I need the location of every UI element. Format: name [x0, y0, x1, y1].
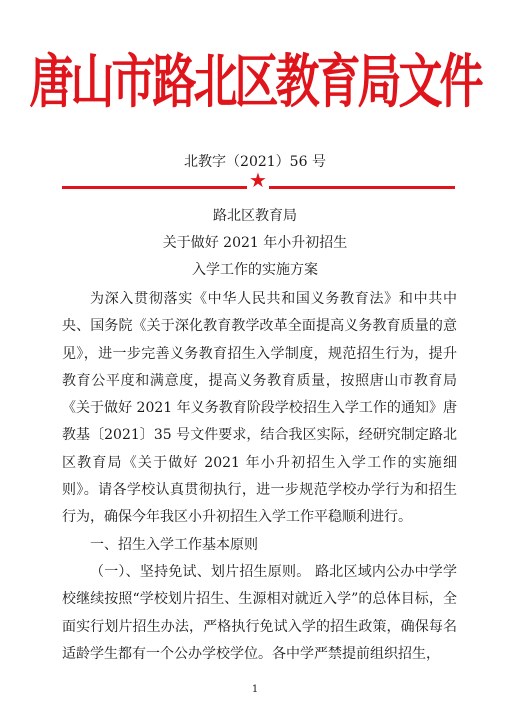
title-issuer: 路北区教育局	[213, 208, 297, 224]
header-rule-left	[62, 186, 247, 189]
page-number: 1	[251, 684, 259, 695]
title-subject-line2: 入学工作的实施方案	[192, 262, 318, 278]
document-body	[62, 286, 457, 668]
intro-paragraph: 为深入贯彻落实《中华人民共和国义务教育法》和中共中央、国务院《关于深化教育教学改革全面提高义务教育质量的意见》，进一步完善义务教育招生入学制度，规范招生行为，提升教育公平度和满意度，提高义务教育质量，按照唐山市教育局《关于做好 2021 年义务教育阶段学校招生入学工作的通知》唐教基〔2021〕35 号文件要求，结合我区实际，经研究制定路北区教育局《关于做好 2021 年小升初招生入学工作的实施细则》。请各学校认真贯彻执行，进一步规范学校办学行为和招生行为，确保今年我区小升初招生入学工作平稳顺利进行。	[62, 291, 457, 526]
section-paragraph: （一）、坚持免试、划片招生原则。 路北区域内公办中学学校继续按照“学校划片招生、生源相对就近入学”的总体目标，全面实行划片招生办法，严格执行免试入学的招生政策，确保每名适龄学生都有一个公办学校学位。各中学严禁提前组织招生，	[62, 563, 457, 662]
document-header-title: 唐山市路北区教育局文件	[29, 48, 481, 116]
document-number: 北教字（2021）56 号	[184, 154, 326, 170]
star-icon: ★	[249, 168, 267, 192]
title-subject-line1: 关于做好 2021 年小升初招生	[162, 235, 348, 251]
section-heading: 一、招生入学工作基本原则	[90, 536, 258, 553]
header-rule-right	[269, 186, 455, 189]
